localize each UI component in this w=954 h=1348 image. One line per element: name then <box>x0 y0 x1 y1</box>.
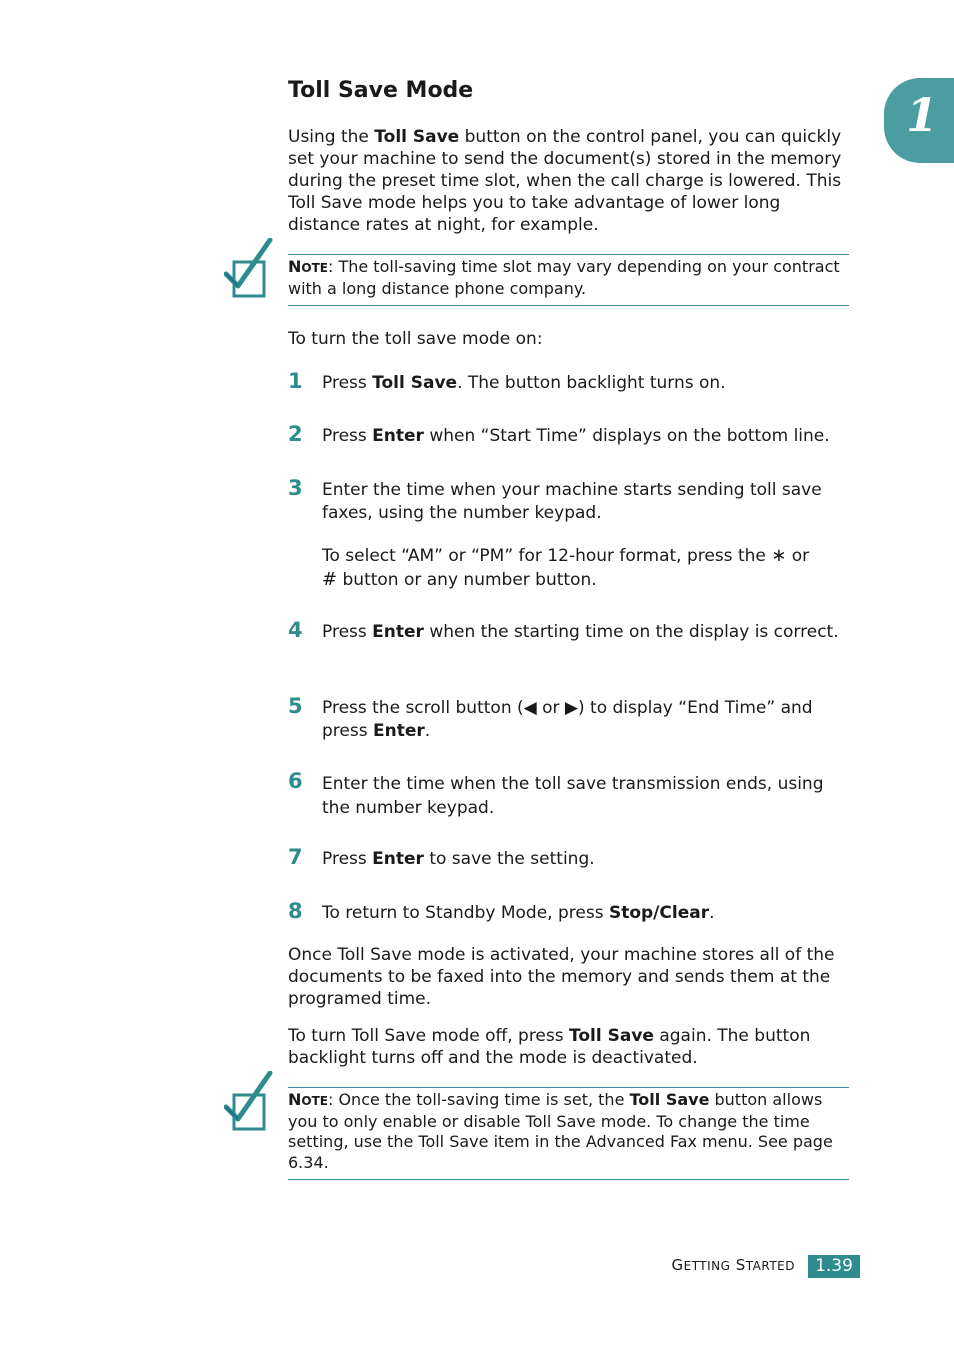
note-label: NOTE <box>288 1090 328 1109</box>
note-box-1: NOTE: The toll-saving time slot may vary depending on your contract with a long distance phone company. <box>288 254 849 306</box>
note-label: NOTE <box>288 257 328 276</box>
step-text-3: Enter the time when your machine starts sending toll save faxes, using the number keypad. <box>322 480 822 523</box>
step-text-4: Press Enter when the starting time on the display is correct. <box>322 622 839 642</box>
checkmark-note-icon <box>224 238 274 300</box>
chapter-number: 1 <box>905 88 938 142</box>
page-number: 1.39 <box>808 1255 860 1278</box>
step-number-6: 6 <box>288 769 303 793</box>
activation-paragraph: Once Toll Save mode is activated, your machine stores all of the documents to be faxed into the memory and sends them at the programed time. <box>288 945 835 1009</box>
lead-in-text: To turn the toll save mode on: <box>288 329 543 349</box>
footer-section-label: GETTING STARTED <box>671 1256 795 1274</box>
hash-key-icon: # <box>322 569 338 590</box>
step-text-7: Press Enter to save the setting. <box>322 849 595 869</box>
note-box-2: NOTE: Once the toll-saving time is set, the Toll Save button allows you to only enable or disable Toll Save mode. To change the time setting, use the Toll Save item in the Advanced Fax menu. See page 6.34. <box>288 1087 849 1180</box>
step-number-4: 4 <box>288 618 303 642</box>
step-number-1: 1 <box>288 369 303 393</box>
step-number-5: 5 <box>288 694 303 718</box>
step-text-5: Press the scroll button (◀ or ▶) to display “End Time” and press Enter. <box>322 698 813 741</box>
step-number-8: 8 <box>288 899 303 923</box>
step-text-6: Enter the time when the toll save transmission ends, using the number keypad. <box>322 774 824 818</box>
step-number-2: 2 <box>288 422 303 446</box>
step-number-7: 7 <box>288 845 303 869</box>
star-key-icon: ∗ <box>771 545 787 566</box>
step-text-8: To return to Standby Mode, press Stop/Clear. <box>322 903 715 923</box>
step-text-1: Press Toll Save. The button backlight turns on. <box>322 373 726 393</box>
step-3-subtext: To select “AM” or “PM” for 12-hour format, press the ∗ or # button or any number button. <box>322 545 810 590</box>
step-number-3: 3 <box>288 476 303 500</box>
intro-paragraph: Using the Toll Save button on the control panel, you can quickly set your machine to send the document(s) stored in the memory during the preset time slot, when the call charge is lowered. This Toll Save mode helps you to take advantage of lower long distance rates at night, for example. <box>288 127 842 235</box>
section-heading: Toll Save Mode <box>288 78 474 103</box>
chapter-tab <box>884 78 954 163</box>
checkmark-note-icon <box>224 1071 274 1133</box>
step-text-2: Press Enter when “Start Time” displays on the bottom line. <box>322 426 830 446</box>
deactivation-paragraph: To turn Toll Save mode off, press Toll Save again. The button backlight turns off and the mode is deactivated. <box>288 1026 811 1068</box>
right-arrow-icon: ▶ <box>564 698 578 718</box>
left-arrow-icon: ◀ <box>523 698 537 718</box>
